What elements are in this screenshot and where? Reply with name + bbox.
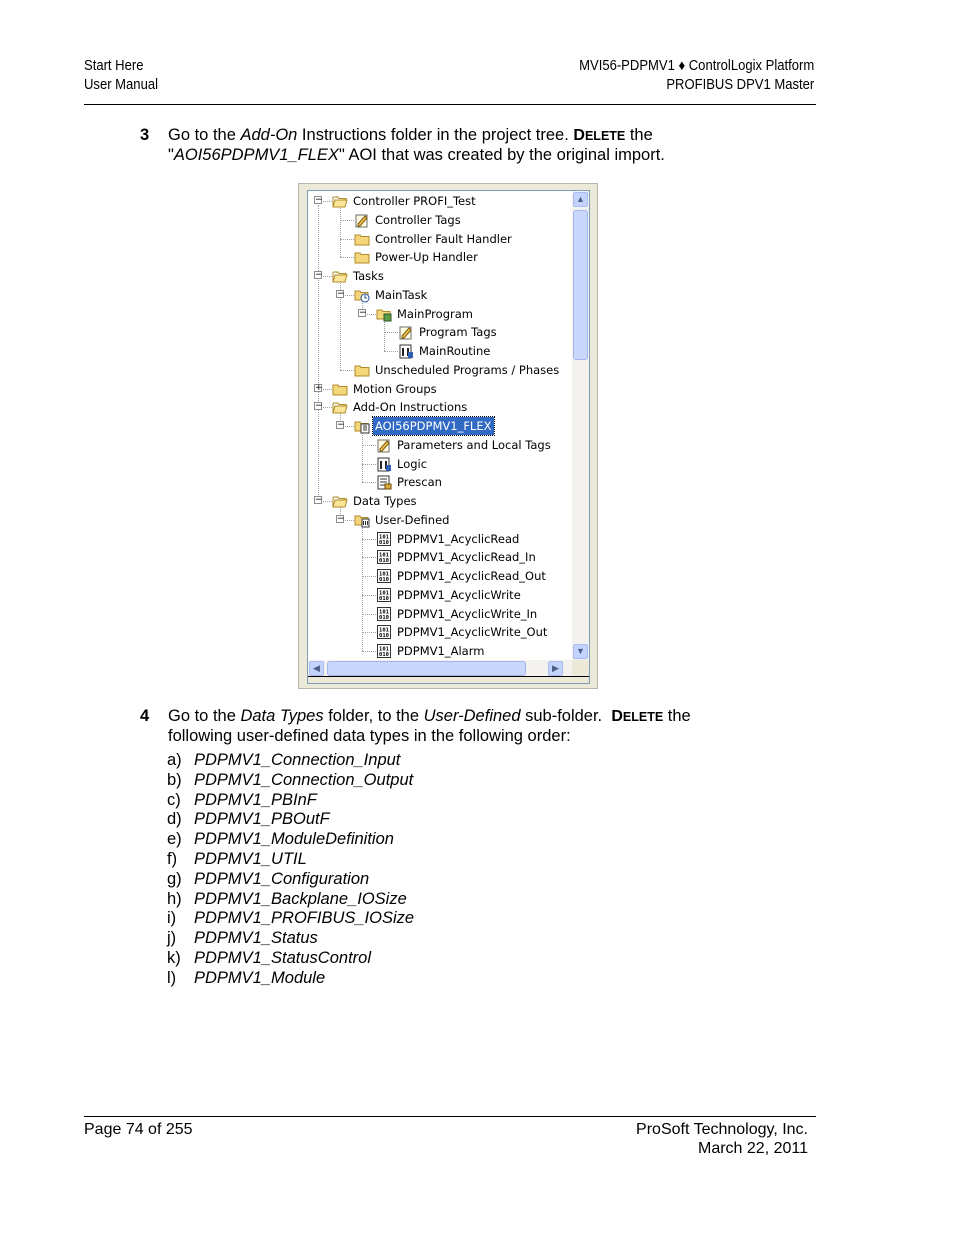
datatype-icon [376, 549, 392, 565]
vertical-scrollbar[interactable] [572, 191, 589, 661]
project-tree-screenshot [298, 183, 598, 689]
collapse-icon[interactable]: − [359, 307, 367, 318]
tree-node-label[interactable]: MainRoutine [419, 344, 491, 358]
tree-node[interactable] [308, 605, 573, 623]
tree-node[interactable] [308, 642, 573, 660]
company-name: ProSoft Technology, Inc. [636, 1121, 808, 1138]
svg-text:101: 101 [379, 533, 389, 540]
step-text: Go to the [168, 126, 241, 144]
tree-node[interactable] [308, 286, 573, 304]
svg-text:010: 010 [379, 577, 389, 583]
collapse-icon[interactable]: − [315, 270, 323, 280]
list-item-data-type: PDPMV1_UTIL [194, 849, 307, 868]
scroll-down-button[interactable]: ▼ [573, 644, 588, 659]
svg-text:101: 101 [379, 646, 389, 653]
tree-node[interactable] [308, 248, 573, 266]
list-item-data-type: PDPMV1_StatusControl [194, 948, 371, 967]
tree-node[interactable] [308, 380, 573, 398]
tree-connector [340, 257, 354, 258]
list-item-label: j) [167, 929, 177, 948]
expand-icon[interactable]: + [315, 382, 323, 393]
tree-node-label[interactable]: Parameters and Local Tags [397, 437, 551, 452]
tree-node[interactable] [308, 548, 573, 566]
step-text: Instructions folder in the project tree. [297, 126, 574, 144]
list-item-label: g) [167, 869, 182, 888]
tags-icon [354, 212, 370, 228]
tree-node[interactable] [308, 361, 573, 379]
tree-node[interactable] [308, 586, 573, 604]
folder-open-icon [332, 193, 348, 209]
header-document-type: User Manual [84, 77, 158, 93]
tree-node[interactable] [308, 230, 573, 248]
svg-text:101: 101 [379, 552, 389, 559]
project-tree [307, 190, 590, 684]
svg-text:010: 010 [379, 539, 389, 546]
list-item-data-type: PDPMV1_Configuration [194, 869, 370, 888]
tree-node[interactable] [308, 511, 573, 529]
scroll-up-button[interactable]: ▲ [573, 192, 588, 207]
tree-node[interactable] [308, 192, 573, 210]
scrollbar-corner [572, 660, 589, 677]
tree-connector [384, 351, 398, 352]
page-number: Page 74 of 255 [84, 1121, 193, 1138]
task-icon [354, 287, 370, 303]
svg-text:101: 101 [379, 627, 389, 634]
tree-connector [340, 220, 354, 221]
svg-text:010: 010 [379, 595, 389, 602]
tree-node[interactable] [308, 305, 573, 323]
svg-text:101: 101 [379, 590, 389, 597]
list-item-label: e) [167, 830, 182, 849]
tree-node-label[interactable]: Prescan [397, 475, 442, 490]
scroll-right-button[interactable]: ▶ [548, 661, 563, 676]
list-item-data-type: PDPMV1_Status [194, 929, 318, 948]
tree-node-label[interactable]: AOI56PDPMV1_FLEX [375, 419, 492, 433]
tree-connector [340, 370, 354, 371]
tree-connector [340, 239, 354, 240]
scroll-left-button[interactable]: ◀ [309, 661, 324, 676]
step-3-line-2: "AOI56PDPMV1_FLEX" AOI that was created by the original import. [168, 146, 665, 164]
folder-icon [332, 381, 348, 397]
tree-node-label[interactable]: Unscheduled Programs / Phases [375, 362, 560, 377]
list-item-label: k) [167, 948, 181, 967]
tree-node-label[interactable]: Data Types [353, 494, 417, 508]
list-item-label: d) [167, 810, 182, 829]
delete-keyword: DELETE [611, 708, 664, 725]
datatype-icon [376, 624, 392, 640]
list-item-data-type: PDPMV1_ModuleDefinition [194, 830, 394, 849]
step-3-line-1 [168, 125, 653, 146]
aoi-name: AOI56PDPMV1_FLEX [173, 146, 339, 164]
list-item-data-type: PDPMV1_Backplane_IOSize [194, 889, 407, 908]
header-rule [84, 104, 816, 105]
list-item-label: c) [167, 790, 181, 809]
list-item-label: h) [167, 889, 182, 908]
tree-node-label[interactable]: Add-On Instructions [353, 400, 468, 415]
svg-text:010: 010 [379, 614, 389, 621]
svg-text:101: 101 [379, 571, 389, 578]
datatype-icon [376, 568, 392, 584]
tree-node[interactable] [308, 530, 573, 548]
tree-connector [362, 445, 376, 446]
step-emphasis: Add-On [240, 126, 298, 144]
list-item-data-type: PDPMV1_Connection_Input [194, 751, 401, 769]
program-icon [376, 306, 392, 322]
tree-node-label[interactable]: PDPMV1_AcyclicWrite [397, 587, 521, 602]
tree-node[interactable] [308, 473, 573, 491]
tree-node-label[interactable]: Power-Up Handler [375, 250, 478, 265]
header-left [84, 57, 158, 95]
list-item-label: b) [167, 770, 182, 789]
folder-icon [354, 231, 370, 247]
horizontal-scroll-thumb[interactable] [327, 661, 526, 676]
datatype-icon [376, 643, 392, 659]
collapse-icon[interactable]: − [315, 401, 323, 412]
tree-connector [362, 464, 376, 465]
tree-node[interactable] [308, 323, 573, 341]
header-section-title: Start Here [84, 58, 144, 74]
tags-icon [376, 437, 392, 453]
tree-node[interactable] [308, 417, 573, 435]
tree-node-label[interactable]: PDPMV1_Alarm [397, 644, 485, 658]
tree-node-label[interactable]: Program Tags [419, 325, 497, 340]
svg-text:010: 010 [379, 652, 389, 658]
collapse-icon[interactable]: − [337, 513, 345, 524]
tree-node-label[interactable]: Controller Fault Handler [375, 231, 512, 246]
routine-icon [376, 456, 392, 472]
tree-node-label[interactable]: PDPMV1_AcyclicRead_In [397, 550, 536, 565]
tree-connector [384, 332, 398, 333]
footer-rule [84, 1116, 816, 1117]
horizontal-scrollbar[interactable] [308, 660, 573, 677]
vertical-scroll-thumb[interactable] [573, 210, 588, 360]
udt-folder-icon [354, 512, 370, 528]
svg-text:010: 010 [379, 633, 389, 640]
tree-connector [362, 482, 376, 483]
collapse-icon[interactable]: − [337, 288, 345, 299]
list-item-data-type: PDPMV1_Connection_Output [194, 770, 414, 789]
header-product: MVI56-PDPMV1 ♦ ControlLogix Platform [578, 58, 814, 74]
publication-date: March 22, 2011 [698, 1140, 808, 1157]
step-number: 4 [140, 707, 150, 725]
datatype-icon [376, 606, 392, 622]
tree-connector [362, 632, 376, 633]
folder-open-icon [332, 493, 348, 509]
tree-node[interactable] [308, 455, 573, 473]
tree-node[interactable] [308, 567, 573, 585]
svg-text:010: 010 [379, 558, 389, 565]
tree-node-label[interactable]: MainProgram [397, 306, 473, 321]
tree-node-label[interactable]: PDPMV1_AcyclicRead_Out [397, 569, 546, 583]
tree-node-label[interactable]: Controller Tags [375, 212, 461, 227]
tree-node[interactable] [308, 398, 573, 416]
tree-node-label[interactable]: PDPMV1_AcyclicWrite_Out [397, 625, 548, 640]
aoi-icon [354, 418, 370, 434]
datatype-icon [376, 531, 392, 547]
list-item-data-type: PDPMV1_PBOutF [194, 810, 330, 829]
footer-right [636, 1120, 808, 1158]
list-item-data-type: PDPMV1_PBInF [194, 790, 317, 809]
tags-icon [398, 324, 414, 340]
step-4-line-2: following user-defined data types in the following order: [168, 727, 571, 745]
folder-open-icon [332, 399, 348, 415]
tree-node[interactable] [308, 267, 573, 285]
tree-connector [362, 595, 376, 596]
tree-node-label[interactable]: Tasks [353, 269, 384, 283]
tree-node-label[interactable]: Motion Groups [353, 381, 437, 396]
list-item-label: a) [167, 751, 182, 769]
folder-open-icon [332, 268, 348, 284]
header-product-subtitle: PROFIBUS DPV1 Master [666, 77, 814, 93]
tree-node-label[interactable]: PDPMV1_AcyclicRead [397, 531, 520, 546]
prescan-icon [376, 474, 392, 490]
folder-icon [354, 362, 370, 378]
tree-node[interactable] [308, 342, 573, 360]
svg-text:101: 101 [379, 608, 389, 615]
tree-connector [362, 539, 376, 540]
step-number: 3 [140, 126, 150, 144]
tree-node-label[interactable]: PDPMV1_AcyclicWrite_In [397, 606, 538, 621]
collapse-icon[interactable]: − [337, 420, 345, 430]
folder-icon [354, 249, 370, 265]
tree-node[interactable] [308, 211, 573, 229]
collapse-icon[interactable]: − [315, 495, 323, 505]
list-item-label: l) [167, 968, 177, 987]
tree-node-label[interactable]: User-Defined [375, 512, 450, 527]
tree-node-label[interactable]: MainTask [375, 287, 428, 302]
tree-bottom-border [308, 676, 590, 683]
list-item-label: f) [167, 849, 178, 868]
collapse-icon[interactable]: − [315, 195, 323, 205]
datatype-icon [376, 587, 392, 603]
tree-node-label[interactable]: Logic [397, 456, 428, 471]
tree-connector [362, 576, 376, 577]
tree-node[interactable] [308, 492, 573, 510]
tree-connector [362, 557, 376, 558]
tree-node[interactable] [308, 436, 573, 454]
step-text: the [625, 126, 653, 144]
delete-keyword: DELETE [573, 127, 626, 144]
step-4-line-1: Go to the Data Types folder, to the User-Defined sub-folder. DELETE the [168, 707, 691, 725]
tree-connector [362, 651, 376, 652]
header-right [579, 57, 814, 95]
list-item-data-type: PDPMV1_Module [194, 968, 326, 987]
tree-rows [308, 191, 573, 661]
step-emphasis: User-Defined [423, 707, 521, 725]
tree-node[interactable] [308, 623, 573, 641]
tree-node-label[interactable]: Controller PROFI_Test [353, 194, 476, 208]
list-item-label: i) [167, 909, 177, 928]
routine-icon [398, 343, 414, 359]
list-item-data-type: PDPMV1_PROFIBUS_IOSize [194, 909, 415, 928]
tree-connector [362, 614, 376, 615]
step-emphasis: Data Types [240, 707, 324, 725]
